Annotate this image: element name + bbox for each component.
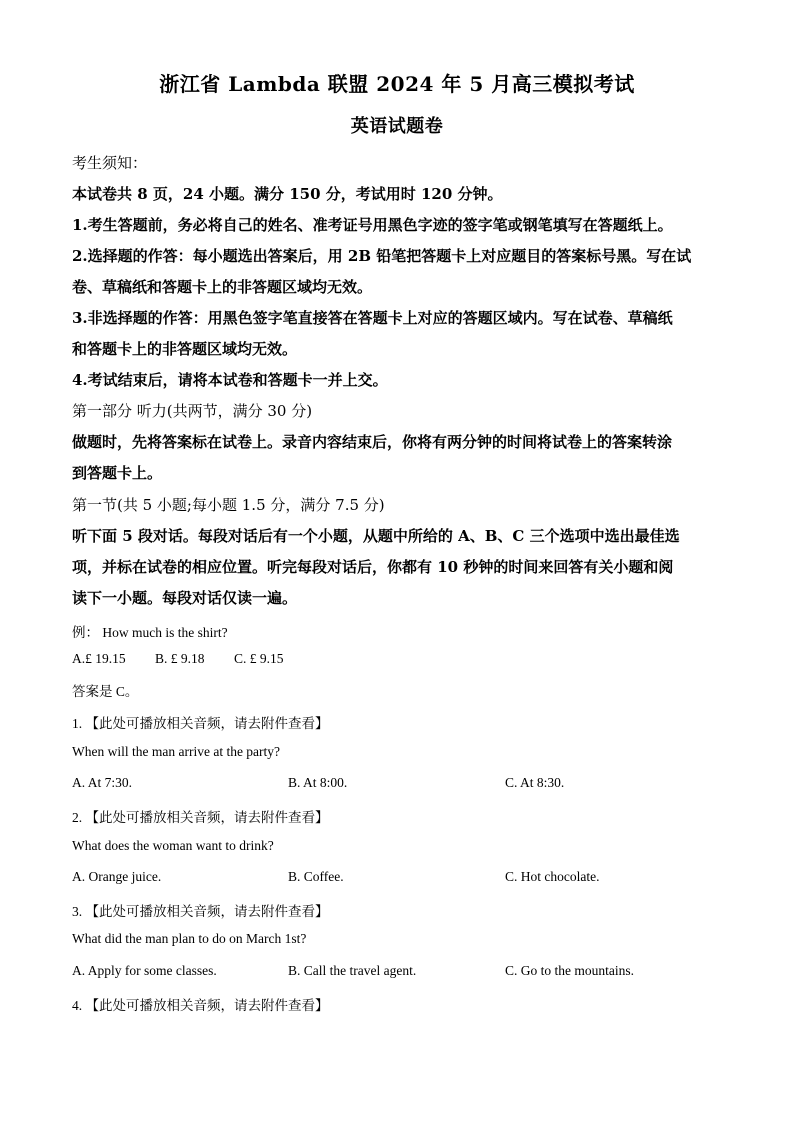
notice-line: 1.考生答题前，务必将自己的姓名、准考证号用黑色字迹的签字笔或钢笔填写在答题纸上。 — [72, 216, 673, 234]
notice-line: 和答题卡上的非答题区域均无效。 — [72, 340, 298, 358]
q1-options — [72, 775, 727, 793]
notice-heading: 考生须知： — [72, 154, 148, 172]
q3-option-b: B. Call the travel agent. — [288, 963, 417, 978]
q1-option-c: C. At 8:30. — [505, 775, 565, 790]
q3-options — [72, 963, 727, 981]
q2-option-c: C. Hot chocolate. — [505, 869, 600, 884]
q2-option-b: B. Coffee. — [288, 869, 344, 884]
part1-heading: 第一部分 听力(共两节，满分 30 分) — [72, 402, 313, 420]
notice-line: 本试卷共 8 页，24 小题。满分 150 分，考试用时 120 分钟。 — [72, 185, 503, 203]
notice-line: 4.考试结束后，请将本试卷和答题卡一并上交。 — [72, 371, 388, 389]
q3-option-c: C. Go to the mountains. — [505, 963, 634, 978]
exam-subtitle: 英语试题卷 — [350, 116, 444, 137]
q4-audio-note: 4. 【此处可播放相关音频，请去附件查看】 — [72, 998, 329, 1013]
part1-intro-line: 到答题卡上。 — [72, 464, 163, 482]
section1-intro-line: 读下一小题。每段对话仅读一遍。 — [72, 589, 298, 607]
exam-title: 浙江省 Lambda 联盟 2024 年 5 月高三模拟考试 — [159, 72, 635, 96]
q1-option-a: A. At 7:30. — [72, 775, 133, 790]
q2-audio-note: 2. 【此处可播放相关音频，请去附件查看】 — [72, 810, 329, 825]
q1-question: When will the man arrive at the party? — [72, 744, 281, 759]
section1-heading: 第一节(共 5 小题;每小题 1.5 分，满分 7.5 分) — [72, 496, 385, 514]
example-options — [72, 651, 727, 669]
part1-intro-line: 做题时，先将答案标在试卷上。录音内容结束后，你将有两分钟的时间将试卷上的答案转涂 — [72, 433, 673, 451]
section1-intro-line: 听下面 5 段对话。每段对话后有一个小题，从题中所给的 A、B、C 三个选项中选出最佳选 — [72, 527, 680, 545]
notice-line: 3.非选择题的作答：用黑色签字笔直接答在答题卡上对应的答题区域内。写在试卷、草稿纸 — [72, 309, 673, 327]
q3-question: What did the man plan to do on March 1st? — [72, 931, 307, 946]
example-answer: 答案是 C。 — [72, 684, 139, 699]
section1-intro-line: 项，并标在试卷的相应位置。听完每段对话后，你都有 10 秒钟的时间来回答有关小题和阅 — [72, 558, 674, 576]
q3-option-a: A. Apply for some classes. — [72, 963, 217, 978]
q2-question: What does the woman want to drink? — [72, 838, 274, 853]
notice-line: 卷、草稿纸和答题卡上的非答题区域均无效。 — [72, 278, 373, 296]
q3-audio-note: 3. 【此处可播放相关音频，请去附件查看】 — [72, 904, 329, 919]
example-option-a: A.£ 19.15 — [72, 651, 126, 666]
q2-option-a: A. Orange juice. — [72, 869, 162, 884]
q2-options — [72, 869, 727, 887]
q1-audio-note: 1. 【此处可播放相关音频，请去附件查看】 — [72, 716, 329, 731]
example-question: 例： How much is the shirt? — [72, 625, 228, 640]
q1-option-b: B. At 8:00. — [288, 775, 348, 790]
notice-line: 2.选择题的作答：每小题选出答案后，用 2B 铅笔把答题卡上对应题目的答案标号黑。写在试 — [72, 247, 692, 265]
example-option-c: C. £ 9.15 — [234, 651, 284, 666]
example-option-b: B. £ 9.18 — [155, 651, 205, 666]
